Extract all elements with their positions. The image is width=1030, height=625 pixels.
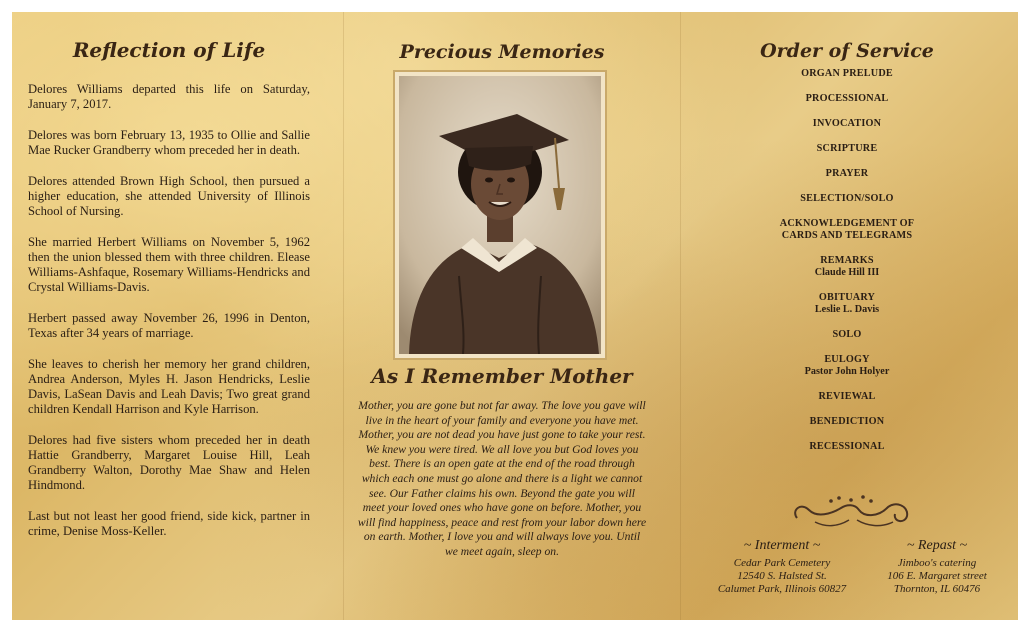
service-panel <box>692 12 1002 620</box>
service-item-name: SOLO <box>832 329 862 340</box>
service-item <box>692 416 1002 428</box>
reflection-paragraph: Delores was born February 13, 1935 to Ollie and Sallie Mae Rucker Grandberry whom preceded her in death. <box>28 128 310 157</box>
service-item-name: PROCESSIONAL <box>805 93 889 104</box>
repast-line: Thornton, IL 60476 <box>893 583 981 595</box>
interment-info <box>692 538 872 596</box>
service-item-name: BENEDICTION <box>809 416 885 427</box>
service-item <box>692 354 1002 378</box>
service-item-name: INVOCATION <box>812 118 882 129</box>
service-item <box>692 391 1002 403</box>
service-item-name: ORGAN PRELUDE <box>801 68 893 79</box>
repast-info <box>872 538 1002 596</box>
service-item-name: SELECTION/SOLO <box>800 193 894 204</box>
poem-title: As I Remember Mother <box>371 364 633 388</box>
interment-line: Calumet Park, Illinois 60827 <box>717 583 847 595</box>
poem-text: Mother, you are gone but not far away. The love you gave will live in the heart of your family and everyone you have met. Mother, you are not dead you have just gone to take your rest. We knew you were tired. We all love you but God loves you best. There is an open gate at the end of the road through which each one must go alone and there is a light we cannot see. Our Father claims his own. Beyond the gate you will meet your loved ones who have gone on before. Mother, you will find happiness, peace and rest from your labor down here on earth. Mother, I love you and will always love you. Until we meet again, sleep on. <box>357 399 647 558</box>
service-item-name: EULOGY <box>824 354 870 365</box>
reflection-panel <box>28 12 310 620</box>
service-item <box>692 193 1002 205</box>
fold-line-right <box>680 12 681 620</box>
flourish-ornament <box>787 492 917 532</box>
interment-heading: ~ Interment ~ <box>743 538 821 553</box>
memories-panel <box>357 12 647 620</box>
service-item <box>692 329 1002 341</box>
service-item <box>692 218 1002 242</box>
service-item-name: PRAYER <box>825 168 869 179</box>
fold-line-left <box>343 12 344 620</box>
reflection-title: Reflection of Life <box>72 38 266 62</box>
service-item-name: RECESSIONAL <box>809 441 885 452</box>
repast-line: 106 E. Margaret street <box>887 570 987 582</box>
service-item-person: Claude Hill III <box>814 267 880 278</box>
service-item-person: Pastor John Holyer <box>804 366 890 377</box>
portrait-frame <box>395 72 605 358</box>
service-item <box>692 118 1002 130</box>
memories-title: Precious Memories <box>399 41 605 63</box>
service-item <box>692 143 1002 155</box>
service-item <box>692 255 1002 279</box>
reflection-paragraph: She leaves to cherish her memory her grand children, Andrea Anderson, Myles H. Jason Hendricks, Leslie Davis, LaSean Davis and Leah Davis; Two great grand children Kendall Harrison and Kyle Harrison. <box>28 357 310 416</box>
service-item <box>692 292 1002 316</box>
service-list <box>692 68 1002 453</box>
service-item-name: ACKNOWLEDGEMENT OF CARDS AND TELEGRAMS <box>779 218 915 241</box>
service-item-name: REVIEWAL <box>818 391 876 402</box>
reflection-paragraph: She married Herbert Williams on November 5, 1962 then the union blessed them with three children. Elease Williams-Ashfaque, Rosemary Williams-Hendricks and Crystal Williams-Davis. <box>28 235 310 294</box>
repast-heading: ~ Repast ~ <box>906 538 968 553</box>
reflection-paragraph: Last but not least her good friend, side kick, partner in crime, Denise Moss-Keller. <box>28 509 310 538</box>
service-item <box>692 68 1002 80</box>
repast-line: Jimboo's catering <box>897 557 977 569</box>
service-item-name: SCRIPTURE <box>816 143 878 154</box>
service-title: Order of Service <box>760 40 934 62</box>
service-item-name: REMARKS <box>820 255 874 266</box>
graduation-portrait <box>399 76 601 354</box>
service-item <box>692 441 1002 453</box>
service-item-name: OBITUARY <box>818 292 876 303</box>
service-item <box>692 168 1002 180</box>
reflection-paragraph: Delores Williams departed this life on Saturday, January 7, 2017. <box>28 82 310 111</box>
reflection-paragraph: Herbert passed away November 26, 1996 in Denton, Texas after 34 years of marriage. <box>28 311 310 340</box>
service-item <box>692 93 1002 105</box>
program-sheet <box>12 12 1018 620</box>
reflection-paragraph: Delores had five sisters whom preceded her in death Hattie Grandberry, Margaret Louise Hill, Leah Grandberry Walton, Dorothy Mae Shaw and Helen Hindmond. <box>28 433 310 492</box>
interment-line: Cedar Park Cemetery <box>733 557 831 569</box>
interment-line: 12540 S. Halsted St. <box>737 570 827 582</box>
reflection-paragraph: Delores attended Brown High School, then pursued a higher education, she attended University of Illinois School of Nursing. <box>28 174 310 218</box>
service-item-person: Leslie L. Davis <box>814 304 880 315</box>
